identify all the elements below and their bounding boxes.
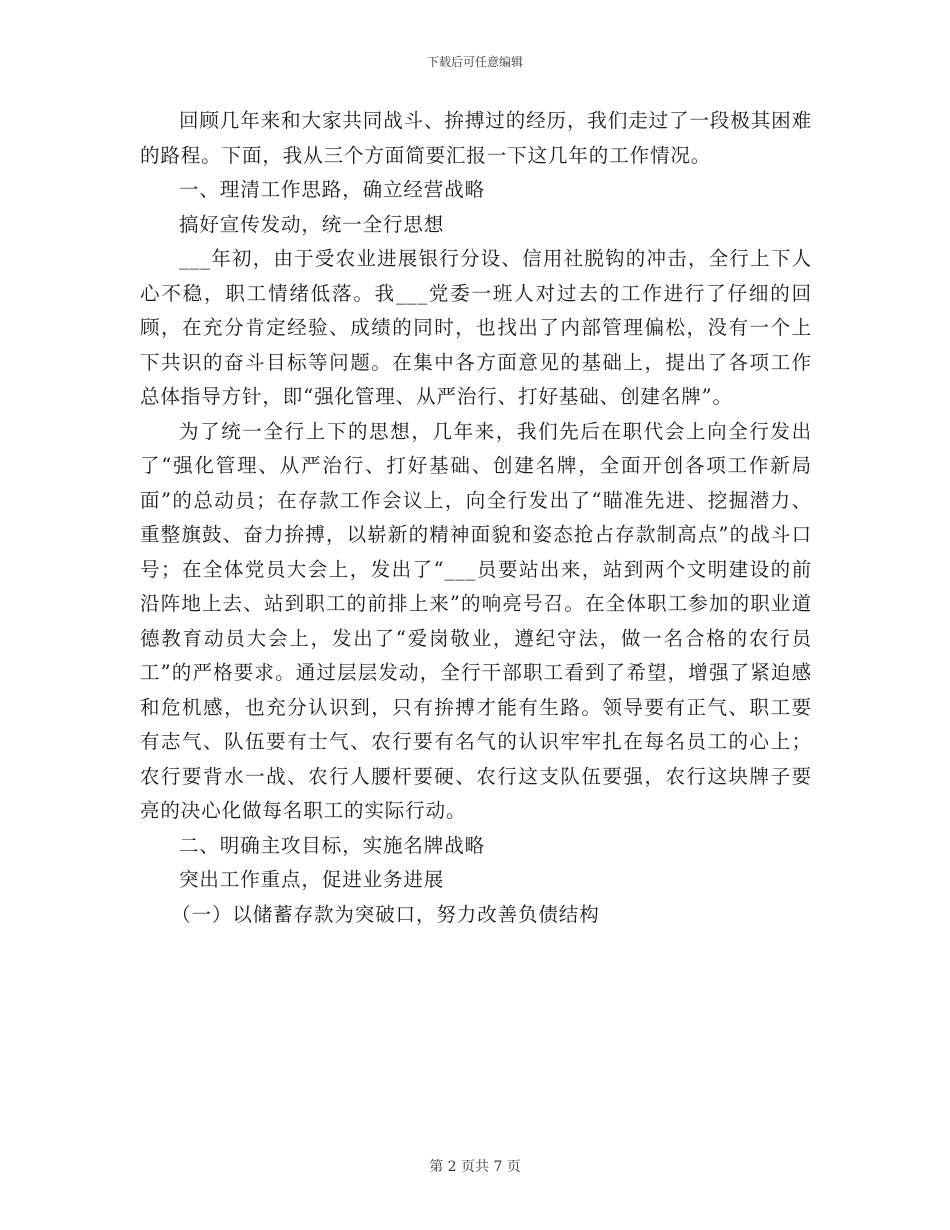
intro-paragraph: 回顾几年来和大家共同战斗、拚搏过的经历，我们走过了一段极其困难的路程。下面，我从三个方面简要汇报一下这几年的工作情况。 (140, 109, 812, 167)
item-heading-1: （一）以储蓄存款为突破口，努力改善负债结构 (171, 902, 600, 926)
body-paragraph-2: 为了统一全行上下的思想，几年来，我们先后在职代会上向全行发出了“强化管理、从严治行、打好基础、创建名牌，全面开创各项工作新局面”的总动员；在存款工作会议上，向全行发出了“瞄准先进、挖掘潜力、重整旗鼓、奋力拚搏，以崭新的精神面貌和姿态抢占存款制高点”的战斗口号；在全体党员大会上，发出了“___员要站出来，站到两个文明建设的前沿阵地上去、站到职工的前排上来”的响亮号召。在全体职工参加的职业道德教育动员大会上，发出了“爱岗敬业，遵纪守法，做一名合格的农行员工”的严格要求。通过层层发动，全行干部职工看到了希望，增强了紧迫感和危机感，也充分认识到，只有拚搏才能有生路。领导要有正气、职工要有志气、队伍要有士气、农行要有名气的认识牢牢扎在每名员工的心上；农行要背水一战、农行人腰杆要硬、农行这支队伍要强，农行这块牌子要亮的决心化做每名职工的实际行动。 (140, 419, 812, 822)
sub-heading-1: 搞好宣传发动，统一全行思想 (179, 212, 445, 236)
page-header-note: 下载后可任意编辑 (426, 55, 523, 69)
document-body (140, 104, 812, 932)
section-heading-1: 一、理清工作思路，确立经营战略 (179, 178, 486, 201)
section-heading-2: 二、明确主攻目标，实施名牌战略 (179, 833, 486, 857)
page-number: 第 2 页共 7 页 (429, 1159, 521, 1175)
body-paragraph-1: ___年初，由于受农业进展银行分设、信用社脱钩的冲击，全行上下人心不稳，职工情绪低落。我___党委一班人对过去的工作进行了仔细的回顾，在充分肯定经验、成绩的同时，也找出了内部管理偏松，没有一个上下共识的奋斗目标等问题。在集中各方面意见的基础上，提出了各项工作总体指导方针，即“强化管理、从严治行、打好基础、创建名牌”。 (140, 247, 812, 408)
sub-heading-2: 突出工作重点，促进业务进展 (179, 868, 445, 891)
